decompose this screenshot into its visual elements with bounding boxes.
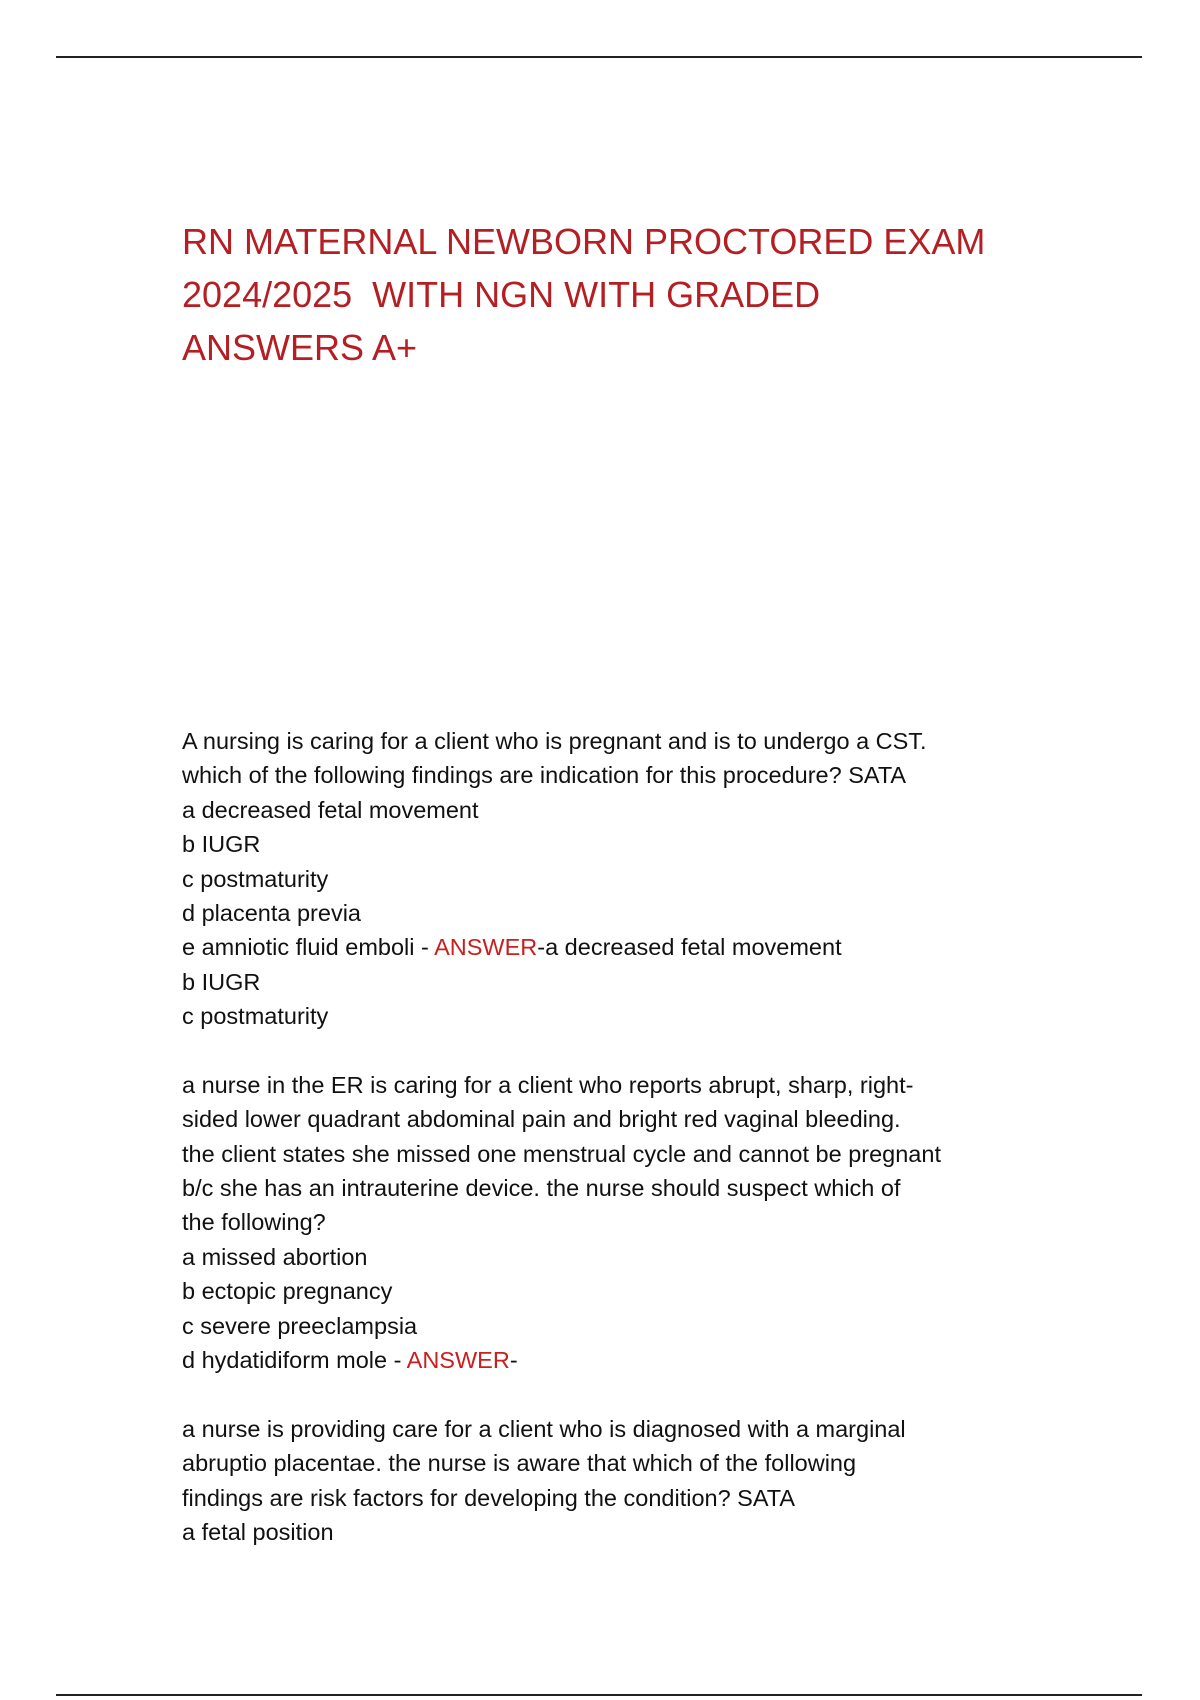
answer-text: -a decreased fetal movement [537,934,842,961]
title-line: ANSWERS A+ [182,327,418,368]
answer-option: a decreased fetal movement [182,796,479,823]
answer-label: ANSWER [434,934,538,961]
answer-text: c postmaturity [182,1003,329,1030]
question-stem: abruptio placentae. the nurse is aware that which of the following [182,1450,857,1477]
title-line: RN MATERNAL NEWBORN PROCTORED EXAM [182,221,986,262]
answer-text: b IUGR [182,968,261,995]
question-block [182,1412,1062,1550]
answer-option: d placenta previa [182,899,361,926]
answer-option: a missed abortion [182,1243,368,1270]
answer-option: d hydatidiform mole - [182,1347,407,1374]
question-stem: findings are risk factors for developing the condition? SATA [182,1484,796,1511]
question-block [182,724,1062,1034]
paragraph-gap [182,1034,1062,1068]
paragraph-gap [182,1377,1062,1411]
answer-line [182,930,1062,964]
question-stem: which of the following findings are indication for this procedure? SATA [182,762,907,789]
header-rule [56,56,1142,58]
answer-option: b ectopic pregnancy [182,1278,393,1305]
document-title [182,215,1042,374]
footer-rule [56,1694,1142,1696]
answer-option: b IUGR [182,831,261,858]
question-stem: a nurse in the ER is caring for a client who reports abrupt, sharp, right- [182,1071,914,1098]
question-stem: A nursing is caring for a client who is pregnant and is to undergo a CST. [182,728,927,754]
answer-option: a fetal position [182,1518,334,1545]
question-stem: the client states she missed one menstrual cycle and cannot be pregnant [182,1140,941,1167]
question-block [182,1068,1062,1378]
title-line: 2024/2025 WITH NGN WITH GRADED [182,274,821,315]
answer-option: c postmaturity [182,865,329,892]
question-stem: the following? [182,1209,326,1236]
answer-text: - [509,1347,518,1374]
answer-line [182,1343,1062,1377]
question-stem: sided lower quadrant abdominal pain and bright red vaginal bleeding. [182,1106,901,1133]
answer-option: e amniotic fluid emboli - [182,934,435,961]
answer-option: c severe preeclampsia [182,1312,418,1339]
answer-label: ANSWER [406,1347,510,1374]
question-stem: a nurse is providing care for a client who is diagnosed with a marginal [182,1415,906,1442]
document-body [182,724,1062,1549]
question-stem: b/c she has an intrauterine device. the nurse should suspect which of [182,1175,901,1202]
